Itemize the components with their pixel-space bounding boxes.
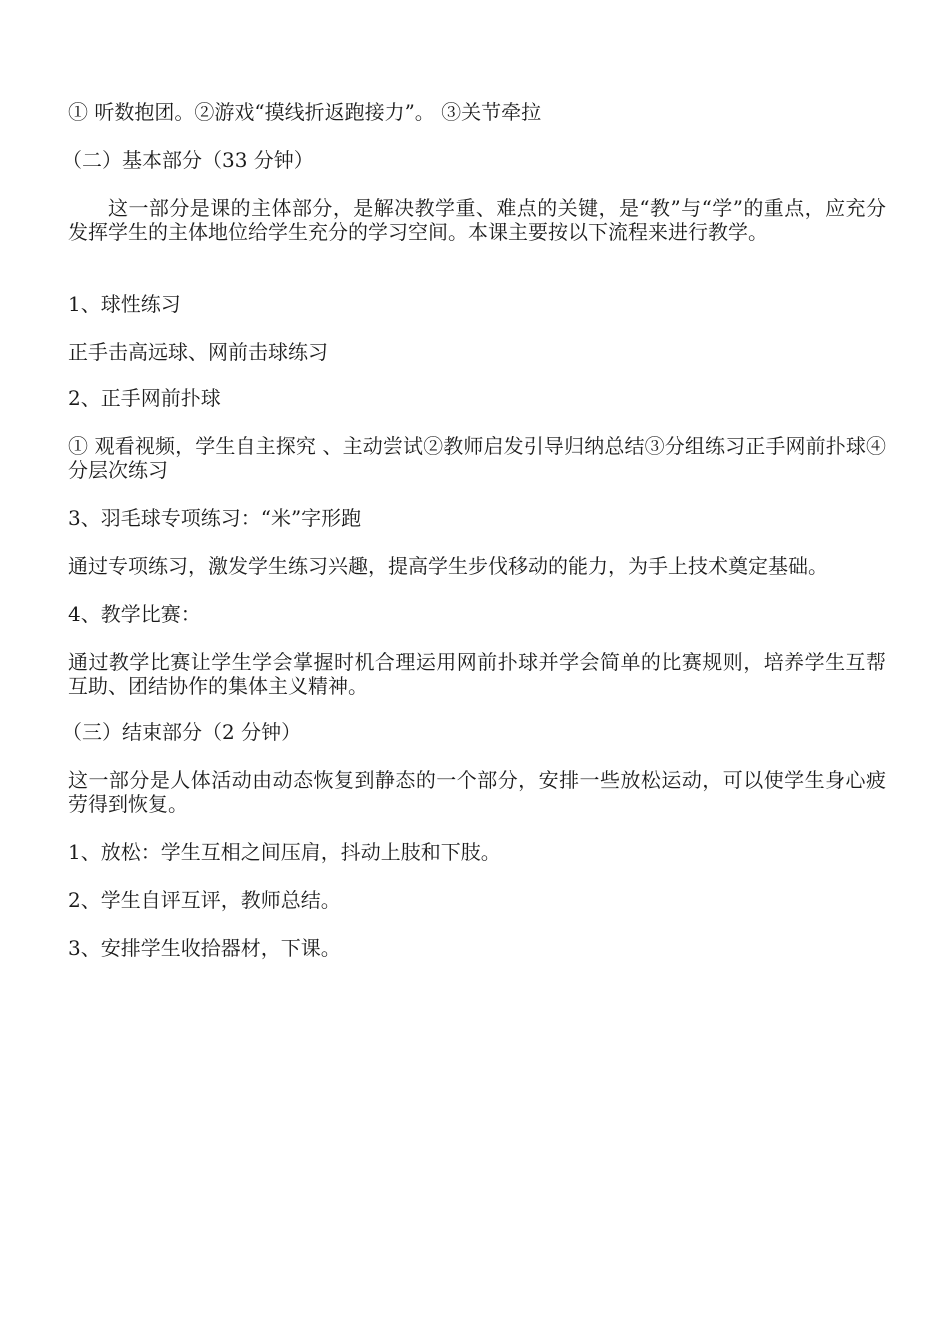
section-basic-intro: 这一部分是课的主体部分，是解决教学重、难点的关键，是“教”与“学”的重点，应充分发挥学生的主体地位给学生充分的学习空间。本课主要按以下流程来进行教学。 xyxy=(68,196,886,244)
item4-title: 4、教学比赛： xyxy=(68,602,201,626)
item1-body: 正手击高远球、网前击球练习 xyxy=(68,340,328,364)
end-item3: 3、安排学生收拾器材，下课。 xyxy=(68,936,341,960)
end-item1: 1、放松：学生互相之间压肩，抖动上肢和下肢。 xyxy=(68,840,501,864)
section-basic-heading: （二）基本部分（33 分钟） xyxy=(62,148,314,172)
item1-title: 1、球性练习 xyxy=(68,292,181,316)
item2-title: 2、正手网前扑球 xyxy=(68,386,221,410)
item3-title: 3、羽毛球专项练习：“米”字形跑 xyxy=(68,506,362,530)
section-end-heading: （三）结束部分（2 分钟） xyxy=(62,720,302,744)
warmup-activities-line: ① 听数抱团。②游戏“摸线折返跑接力”。 ③关节牵拉 xyxy=(68,100,542,124)
end-item2: 2、学生自评互评，教师总结。 xyxy=(68,888,341,912)
item3-body: 通过专项练习，激发学生练习兴趣，提高学生步伐移动的能力，为手上技术奠定基础。 xyxy=(68,554,828,578)
item4-body: 通过教学比赛让学生学会掌握时机合理运用网前扑球并学会简单的比赛规则，培养学生互帮互助、团结协作的集体主义精神。 xyxy=(68,650,886,698)
section-end-intro: 这一部分是人体活动由动态恢复到静态的一个部分，安排一些放松运动，可以使学生身心疲劳得到恢复。 xyxy=(68,768,886,816)
item2-body: ① 观看视频，学生自主探究 、主动尝试②教师启发引导归纳总结③分组练习正手网前扑球④分层次练习 xyxy=(68,434,886,482)
